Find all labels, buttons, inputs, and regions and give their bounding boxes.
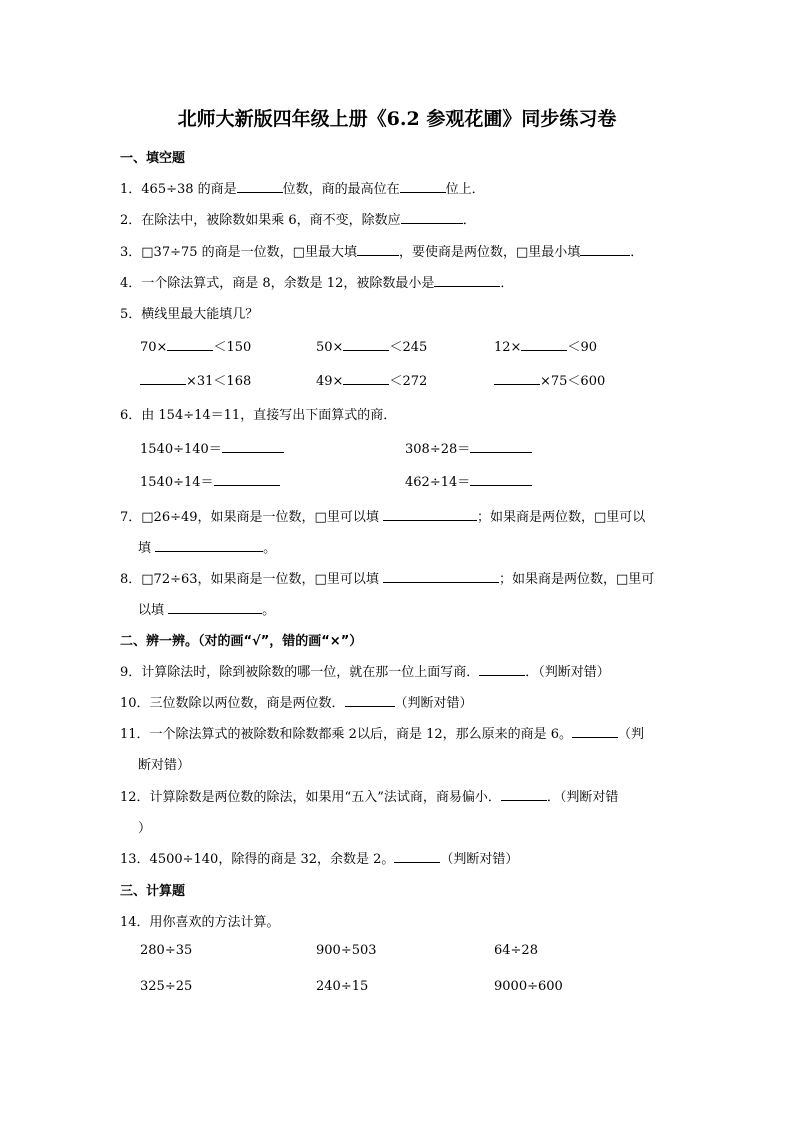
q6-item: 1540÷140＝ bbox=[140, 438, 284, 457]
answer-blank[interactable] bbox=[494, 373, 540, 385]
answer-blank[interactable] bbox=[343, 373, 389, 385]
question-2: 2．在除法中，被除数如果乘 6，商不变，除数应 ． bbox=[120, 213, 476, 228]
answer-blank[interactable] bbox=[394, 851, 440, 863]
section-fill-in: 一、填空题 bbox=[120, 151, 186, 166]
question-9: 9．计算除法时，除到被除数的哪一位，就在那一位上面写商． ．（判断对错） bbox=[120, 665, 610, 680]
calc-item: 240÷15 bbox=[316, 979, 369, 994]
q5-item: 49× ＜272 bbox=[316, 374, 428, 389]
question-8-cont: 以填 。 bbox=[138, 603, 276, 618]
q5-item: 70× ＜150 bbox=[140, 340, 252, 355]
q5-item: ×31＜168 bbox=[140, 370, 251, 389]
question-1: 1．465÷38 的商是 位数，商的最高位在 位上． bbox=[120, 182, 485, 197]
question-5: 5．横线里最大能填几？ bbox=[120, 307, 259, 322]
answer-blank[interactable] bbox=[383, 509, 477, 521]
answer-blank[interactable] bbox=[168, 602, 262, 614]
answer-blank[interactable] bbox=[400, 181, 446, 193]
q6-item: 308÷28＝ bbox=[405, 438, 532, 457]
question-7: 7．□26÷49，如果商是一位数，□里可以填 ；如果商是两位数，□里可以 bbox=[120, 510, 646, 525]
q6-item: 1540÷14＝ bbox=[140, 471, 280, 490]
question-12-cont: ） bbox=[138, 821, 152, 836]
answer-blank[interactable] bbox=[222, 441, 284, 453]
q5-item: ×75＜600 bbox=[494, 370, 605, 389]
q5-item: 12× ＜90 bbox=[494, 340, 597, 355]
calc-item: 900÷503 bbox=[316, 943, 377, 958]
calc-item: 280÷35 bbox=[140, 943, 193, 958]
answer-blank[interactable] bbox=[345, 695, 395, 707]
question-11-cont: 断对错） bbox=[138, 758, 191, 773]
question-4: 4．一个除法算式，商是 8，余数是 12，被除数最小是 ． bbox=[120, 276, 514, 291]
answer-blank[interactable] bbox=[383, 571, 499, 583]
question-12: 12．计算除数是两位数的除法，如果用“五入”法试商，商易偏小． ．（判断对错 bbox=[120, 790, 619, 805]
answer-blank[interactable] bbox=[140, 373, 186, 385]
answer-blank[interactable] bbox=[479, 664, 525, 676]
calc-item: 9000÷600 bbox=[494, 979, 563, 994]
question-14: 14．用你喜欢的方法计算。 bbox=[120, 915, 280, 930]
answer-blank[interactable] bbox=[501, 789, 547, 801]
answer-blank[interactable] bbox=[470, 441, 532, 453]
section-true-false: 二、辨一辨。（对的画“√”，错的画“×”） bbox=[120, 634, 363, 649]
answer-blank[interactable] bbox=[572, 726, 618, 738]
question-6: 6．由 154÷14＝11，直接写出下面算式的商． bbox=[120, 408, 397, 423]
answer-blank[interactable] bbox=[167, 339, 213, 351]
section-calculation: 三、计算题 bbox=[120, 884, 186, 899]
answer-blank[interactable] bbox=[521, 339, 567, 351]
question-8: 8．□72÷63，如果商是一位数，□里可以填 ；如果商是两位数，□里可 bbox=[120, 572, 655, 587]
answer-blank[interactable] bbox=[401, 212, 463, 224]
calc-item: 64÷28 bbox=[494, 943, 538, 958]
answer-blank[interactable] bbox=[434, 275, 500, 287]
question-10: 10．三位数除以两位数，商是两位数． （判断对错） bbox=[120, 696, 473, 711]
question-11: 11．一个除法算式的被除数和除数都乘 2以后，商是 12，那么原来的商是 6。 （判 bbox=[120, 727, 645, 742]
question-13: 13．4500÷140，除得的商是 32，余数是 2。 （判断对错） bbox=[120, 852, 519, 867]
answer-blank[interactable] bbox=[357, 244, 399, 256]
answer-blank[interactable] bbox=[237, 181, 283, 193]
answer-blank[interactable] bbox=[155, 540, 263, 552]
answer-blank[interactable] bbox=[470, 474, 532, 486]
page-title: 北师大新版四年级上册《6.2 参观花圃》同步练习卷 bbox=[177, 108, 617, 130]
question-3: 3．□37÷75 的商是一位数，□里最大填 ，要使商是两位数，□里最小填 ． bbox=[120, 245, 644, 260]
answer-blank[interactable] bbox=[580, 244, 630, 256]
answer-blank[interactable] bbox=[214, 474, 280, 486]
question-7-cont: 填 。 bbox=[138, 541, 277, 556]
answer-blank[interactable] bbox=[343, 339, 389, 351]
q5-item: 50× ＜245 bbox=[316, 340, 428, 355]
calc-item: 325÷25 bbox=[140, 979, 193, 994]
q6-item: 462÷14＝ bbox=[405, 471, 532, 490]
